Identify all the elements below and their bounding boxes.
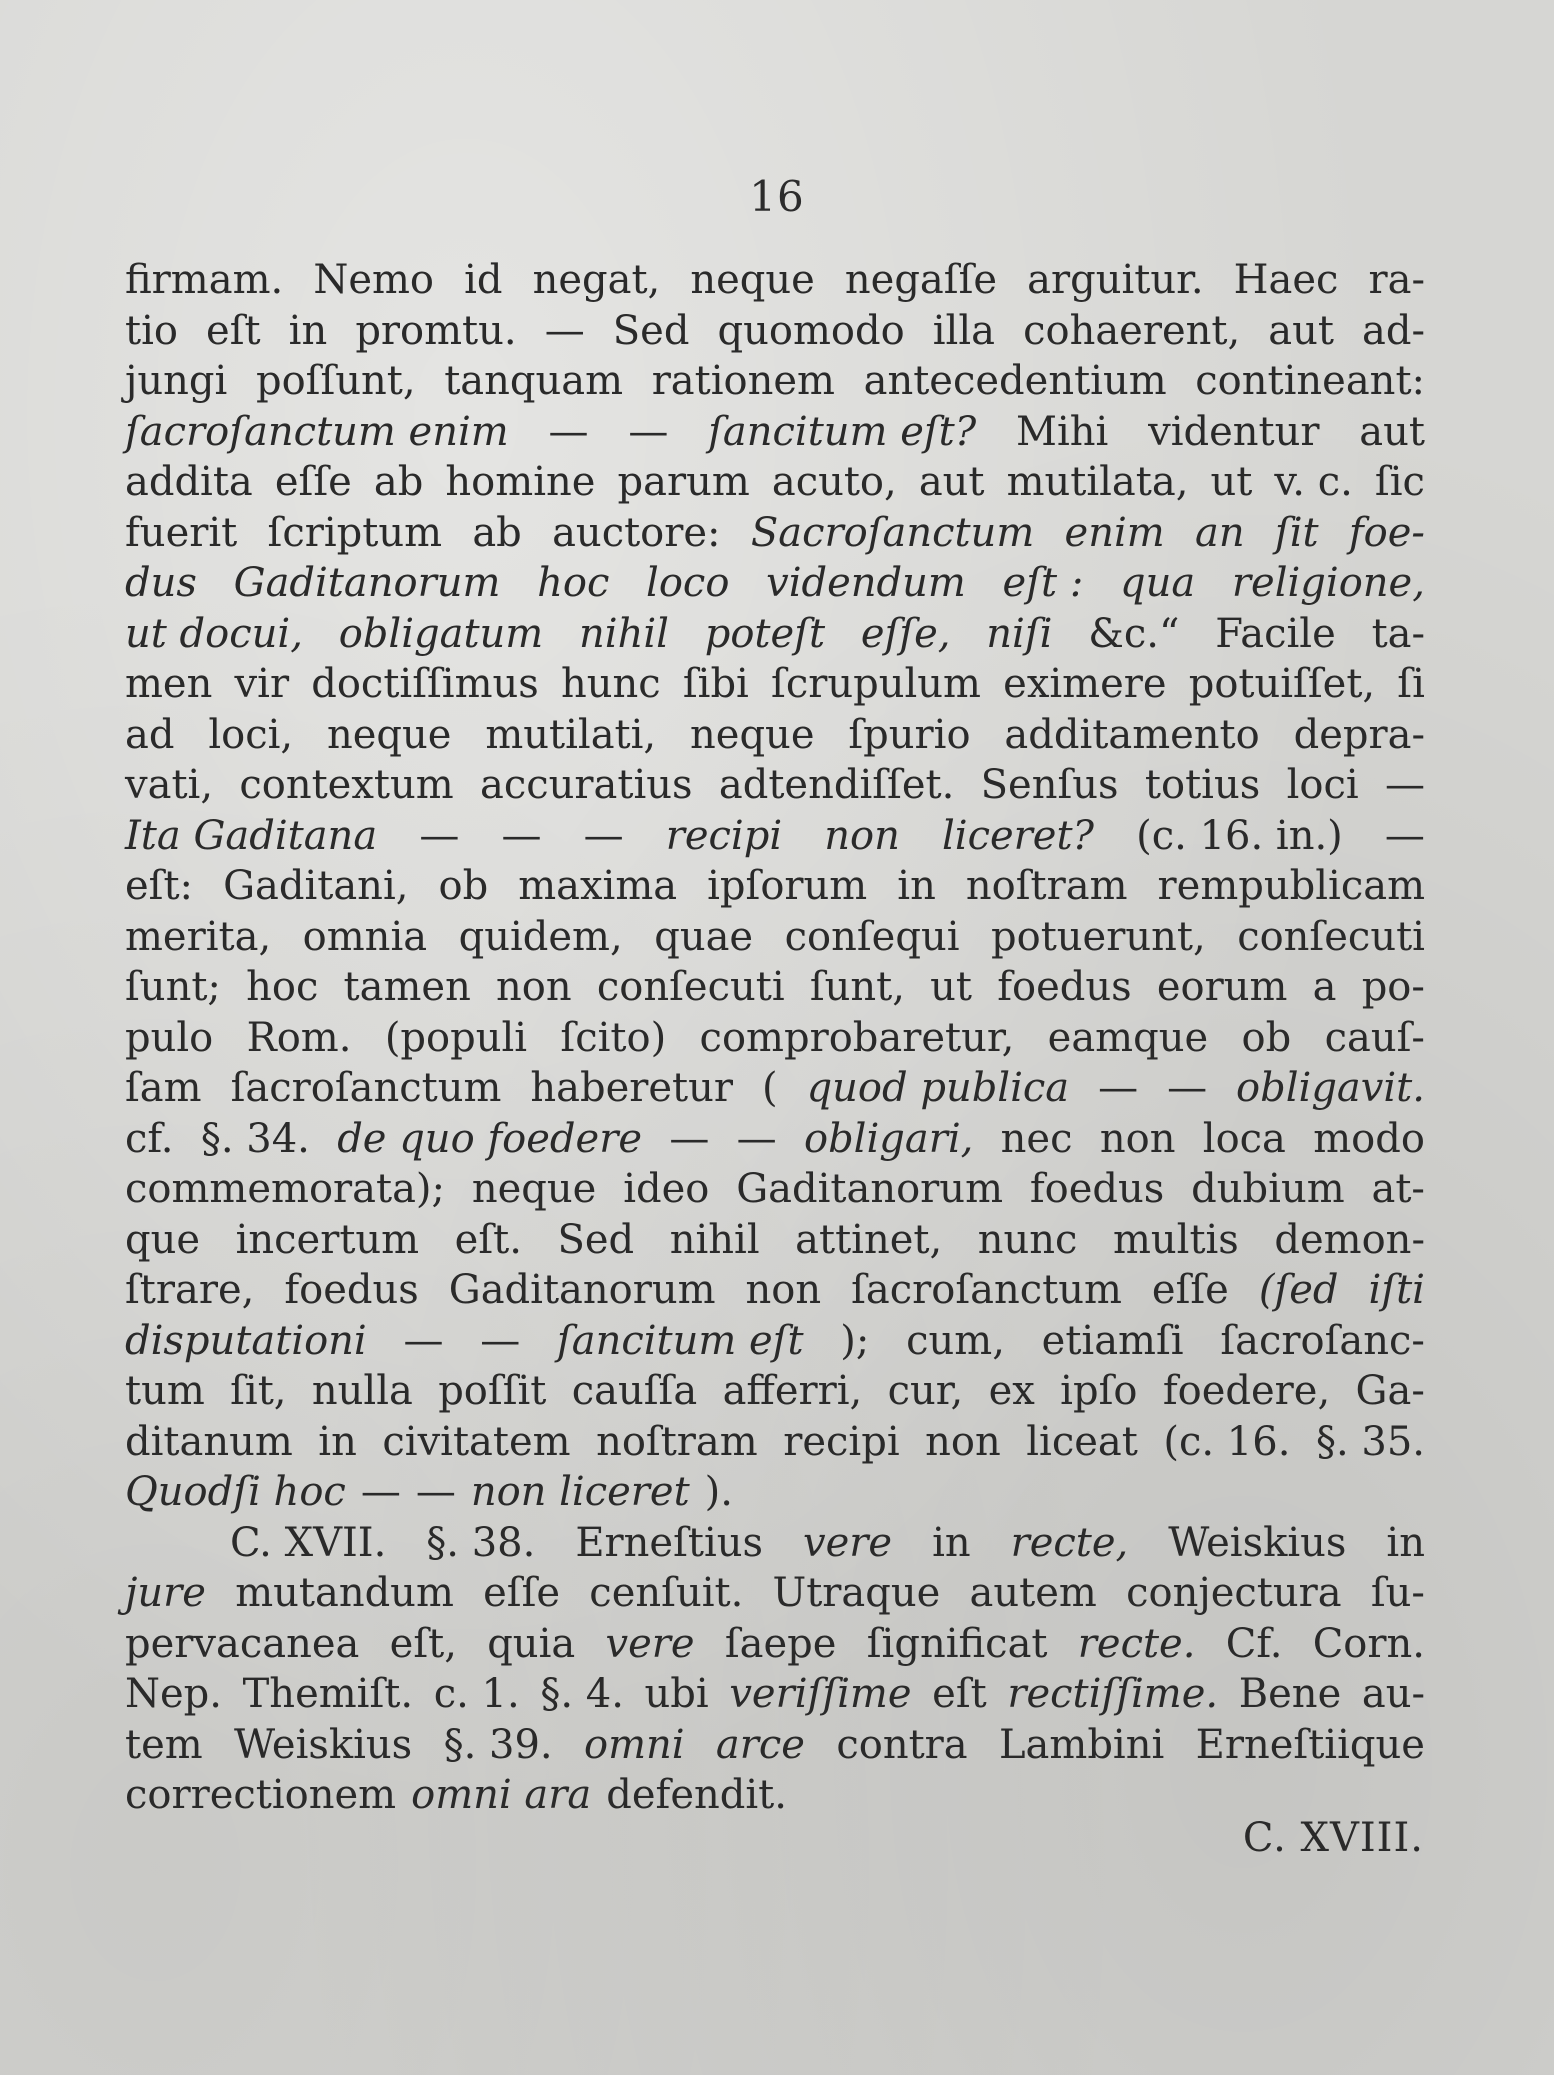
word: — — [1098, 1065, 1139, 1111]
word: commemorata); — [125, 1166, 445, 1212]
word: defendit. — [606, 1772, 787, 1818]
word: §. 4. — [540, 1671, 624, 1717]
word: loci, — [208, 711, 294, 758]
word: §. 38. — [426, 1519, 536, 1566]
word: — — [1384, 762, 1425, 808]
word: Nemo — [313, 257, 434, 303]
word: vir — [234, 661, 290, 707]
text-line — [125, 811, 1425, 862]
italic-word: niſi — [986, 610, 1053, 657]
text-line — [125, 1720, 1425, 1771]
word: — — [480, 1317, 521, 1364]
page-number: 16 — [749, 172, 805, 221]
word: acuto, — [771, 459, 897, 505]
word: nunc — [977, 1216, 1078, 1263]
word: poſſunt, — [255, 358, 416, 404]
word: arguitur. — [1027, 257, 1204, 303]
word: ſpurio — [848, 711, 971, 758]
word: potuerunt, — [991, 913, 1206, 960]
word: mutandum — [235, 1570, 454, 1616]
text-line — [125, 1518, 1425, 1569]
word: ipſo — [1060, 1368, 1138, 1414]
italic-word: recte, — [1010, 1519, 1129, 1566]
word: Senſus — [980, 762, 1119, 808]
italic-word: de quo foedere — [337, 1115, 642, 1162]
word: civitatem — [382, 1418, 571, 1465]
word: in — [1386, 1519, 1425, 1566]
text-line — [125, 1265, 1425, 1316]
word: Gaditanorum — [448, 1267, 716, 1313]
word: — — [501, 812, 542, 859]
word: ipſorum — [707, 863, 868, 909]
italic-word: Sacroſanctum — [750, 509, 1035, 556]
word: ſaepe — [724, 1620, 837, 1667]
word: quae — [654, 913, 754, 960]
text-line — [125, 962, 1425, 1013]
italic-word: ſacroſanctum enim — [125, 408, 509, 455]
word: non — [745, 1267, 822, 1313]
text-line — [125, 1215, 1425, 1266]
word: men — [125, 661, 213, 707]
text-line — [125, 760, 1425, 811]
word: haberetur — [530, 1065, 734, 1111]
italic-word: veriſſime — [729, 1671, 912, 1717]
word: foedus — [997, 964, 1132, 1010]
word: nec — [1000, 1115, 1073, 1162]
word: cur, — [887, 1368, 964, 1414]
italic-word: loco — [646, 560, 730, 606]
word: adtendiſſet. — [718, 762, 955, 808]
word: tanquam — [444, 358, 624, 404]
italic-word: dus — [125, 560, 197, 606]
word: Utraque — [772, 1570, 941, 1616]
word: — — [669, 1115, 710, 1162]
word: eſſe — [483, 1570, 561, 1616]
word: ſunt; — [125, 964, 221, 1010]
word: foedus — [284, 1267, 419, 1313]
italic-word: an — [1195, 509, 1245, 556]
word: potuiſſet, — [1188, 661, 1376, 707]
italic-word: Quodſi hoc — [125, 1469, 346, 1515]
word: aut — [1359, 408, 1425, 455]
word: pulo — [125, 1014, 214, 1061]
word: quomodo — [717, 307, 905, 354]
word: ). — [704, 1469, 733, 1515]
word: ob — [438, 863, 489, 909]
word: in — [932, 1519, 971, 1566]
word: ſic — [1374, 459, 1425, 505]
word: — — [415, 1469, 456, 1515]
italic-word: iſti — [1368, 1267, 1425, 1313]
italic-word: (ſed — [1258, 1267, 1339, 1313]
word: eſſe — [1151, 1267, 1229, 1313]
word: ut — [930, 964, 972, 1010]
word: Rom. — [246, 1014, 352, 1061]
word: negaſſe — [844, 257, 998, 303]
word: maxima — [518, 863, 678, 909]
word: Lambini — [998, 1721, 1165, 1768]
word: eſſe — [274, 459, 352, 505]
italic-word: hoc — [537, 560, 610, 606]
word: tamen — [343, 964, 471, 1010]
word: — — [544, 307, 585, 354]
text-line — [125, 457, 1425, 508]
word: Ga- — [1355, 1368, 1425, 1414]
word: rationem — [651, 358, 835, 404]
word: contextum — [239, 762, 454, 808]
italic-word: omni ara — [411, 1772, 592, 1818]
word: tum — [125, 1368, 205, 1414]
italic-word: eſſe, — [860, 610, 951, 657]
word: conſequi — [784, 913, 960, 960]
word: non — [496, 964, 572, 1010]
word: ( — [761, 1065, 778, 1111]
italic-word: Gaditanorum — [233, 560, 501, 606]
word: Erneſtius — [575, 1519, 764, 1566]
word: ta- — [1371, 610, 1425, 657]
italic-word: recte. — [1077, 1620, 1196, 1667]
word: Gaditanorum — [736, 1166, 1003, 1212]
word: — — [548, 408, 589, 455]
word: a — [1312, 964, 1337, 1010]
italic-word: omni — [583, 1721, 685, 1768]
word: loca — [1202, 1115, 1286, 1162]
word: ); — [840, 1317, 870, 1364]
word: &c.“ — [1088, 610, 1180, 657]
word: fuerit — [125, 509, 238, 556]
word: quidem, — [458, 913, 623, 960]
word: v. c. — [1274, 459, 1353, 505]
word: Haec — [1233, 257, 1339, 303]
word: ab — [373, 459, 424, 505]
italic-word: ut docui, — [125, 610, 303, 657]
word: quia — [487, 1620, 576, 1667]
word: Themiſt. — [242, 1671, 414, 1717]
word: au- — [1361, 1671, 1425, 1717]
italic-word: liceret? — [942, 812, 1094, 859]
word: eſt. — [454, 1216, 522, 1263]
text-line — [125, 1164, 1425, 1215]
word: liceat — [1026, 1418, 1138, 1465]
word: loci — [1286, 762, 1359, 808]
word: Mihi — [1016, 408, 1109, 455]
word: ſi — [1397, 661, 1425, 707]
text-line — [125, 558, 1425, 609]
word: Cf. — [1225, 1620, 1283, 1667]
word: ſu- — [1370, 1570, 1425, 1616]
word: hunc — [560, 661, 661, 707]
word: correctionem — [125, 1772, 397, 1818]
word: po- — [1361, 964, 1425, 1010]
word: ſam — [125, 1065, 202, 1111]
word: autem — [969, 1570, 1097, 1616]
word: at- — [1371, 1166, 1425, 1212]
word: — — [1384, 812, 1425, 859]
word: videntur — [1148, 408, 1320, 455]
text-line — [125, 1568, 1425, 1619]
italic-word: eſt : — [1002, 560, 1084, 606]
italic-word: non — [824, 812, 900, 859]
word: noſtram — [965, 863, 1128, 909]
word: depra- — [1293, 711, 1425, 758]
word: demon- — [1274, 1216, 1425, 1263]
text-line — [125, 912, 1425, 963]
text-line — [125, 1316, 1425, 1367]
word: modo — [1313, 1115, 1425, 1162]
word: c. 1. — [433, 1671, 520, 1717]
body-text — [125, 255, 1425, 1821]
italic-word: ſit — [1274, 509, 1319, 556]
text-line — [125, 609, 1425, 660]
word: cf. — [125, 1115, 174, 1162]
italic-word: rectiſſime. — [1007, 1671, 1219, 1717]
catchword: C. XVIII. — [1242, 1815, 1424, 1861]
word: additamento — [1004, 711, 1260, 758]
italic-word: qua — [1120, 560, 1196, 606]
word: eſt — [206, 307, 261, 354]
word: non — [925, 1418, 1001, 1465]
word: Corn. — [1312, 1620, 1425, 1667]
word: conſecuti — [1237, 913, 1425, 960]
word: ex — [988, 1368, 1035, 1414]
word: neque — [690, 257, 815, 303]
word: ſtrare, — [125, 1267, 255, 1313]
word: in — [897, 863, 936, 909]
word: poſſit — [438, 1368, 547, 1414]
word: ſit, — [230, 1368, 287, 1414]
word: recipi — [783, 1418, 900, 1465]
word: eamque — [1047, 1014, 1209, 1061]
text-line — [125, 508, 1425, 559]
word: foedere, — [1162, 1368, 1331, 1414]
word: ſacroſanc- — [1220, 1317, 1425, 1364]
text-line — [125, 861, 1425, 912]
word: in — [288, 307, 328, 354]
word: ut — [1210, 459, 1253, 505]
text-line — [125, 1619, 1425, 1670]
italic-word: vere — [605, 1620, 695, 1667]
word: attinet, — [795, 1216, 943, 1263]
text-line — [125, 1063, 1425, 1114]
text-line — [125, 1467, 1425, 1518]
word: foedus — [1029, 1166, 1165, 1212]
text-line — [125, 1669, 1425, 1720]
word: Weiskius — [234, 1721, 413, 1768]
word: ſignificat — [866, 1620, 1048, 1667]
text-line — [125, 407, 1425, 458]
word: hoc — [246, 964, 319, 1010]
word: contra — [836, 1721, 968, 1768]
word: merita, — [125, 913, 272, 960]
word: cenſuit. — [589, 1570, 744, 1616]
word: neque — [690, 711, 815, 758]
word: — — [583, 812, 624, 859]
word: noſtram — [596, 1418, 758, 1465]
italic-word: ſancitum eſt — [556, 1317, 804, 1364]
word: Facile — [1215, 610, 1336, 657]
word: ideo — [623, 1166, 710, 1212]
word: C. XVII. — [230, 1519, 387, 1566]
word: ditanum — [125, 1418, 293, 1465]
word: pervacanea — [125, 1620, 360, 1667]
text-line — [125, 255, 1425, 306]
text-line — [125, 1013, 1425, 1064]
word: (populi — [384, 1014, 528, 1061]
word: — — [628, 408, 669, 455]
italic-word: obligari, — [803, 1115, 974, 1162]
word: mutilata, — [1006, 459, 1189, 505]
text-line — [125, 1366, 1425, 1417]
word: non — [1099, 1115, 1176, 1162]
word: etiamſi — [1041, 1317, 1184, 1364]
word: eſt — [932, 1671, 987, 1717]
word: aut — [918, 459, 985, 505]
italic-word: ſancitum eſt? — [708, 408, 977, 455]
text-line — [125, 356, 1425, 407]
word: afferri, — [722, 1368, 863, 1414]
word: dubium — [1191, 1166, 1345, 1212]
italic-word: obligatum — [338, 610, 544, 657]
word: que — [125, 1216, 201, 1263]
word: eximere — [1003, 661, 1167, 707]
italic-word: recipi — [665, 812, 783, 859]
word: ſcriptum — [267, 509, 443, 556]
text-line — [125, 1114, 1425, 1165]
italic-word: arce — [715, 1721, 805, 1768]
word: ubi — [644, 1671, 709, 1717]
word: neque — [471, 1166, 597, 1212]
word: conſecuti — [596, 964, 785, 1010]
word: cohaerent, — [1023, 307, 1241, 354]
italic-word: vere — [803, 1519, 893, 1566]
text-line — [125, 1770, 1425, 1821]
word: ſcrupulum — [771, 661, 981, 707]
word: promtu. — [355, 307, 517, 354]
word: ad- — [1362, 307, 1425, 354]
word: ra- — [1368, 257, 1425, 303]
word: Weiskius — [1168, 1519, 1347, 1566]
word: §. 34. — [200, 1115, 310, 1162]
word: omnia — [302, 913, 428, 960]
word: Nep. — [125, 1671, 222, 1717]
italic-word: videndum — [766, 560, 966, 606]
word: accuratius — [480, 762, 693, 808]
word: ſacroſanctum — [851, 1267, 1122, 1313]
word: id — [464, 257, 503, 303]
word: Bene — [1238, 1671, 1342, 1717]
word: tio — [125, 307, 178, 354]
word: firmam. — [125, 257, 284, 303]
word: aut — [1268, 307, 1334, 354]
word: Sed — [557, 1216, 635, 1263]
italic-word: disputationi — [125, 1317, 367, 1364]
word: mutilati, — [485, 711, 657, 758]
word: Erneſtiique — [1195, 1721, 1425, 1768]
word: incertum — [235, 1216, 420, 1263]
word: — — [419, 812, 460, 859]
word: ab — [472, 509, 522, 556]
word: §. 35. — [1315, 1418, 1425, 1465]
italic-word: nihil — [579, 610, 669, 657]
word: totius — [1144, 762, 1261, 808]
word: vati, — [125, 762, 214, 808]
word: comprobaretur, — [699, 1014, 1015, 1061]
word: multis — [1112, 1216, 1239, 1263]
italic-word: foe- — [1348, 509, 1425, 556]
word: ſcito) — [560, 1014, 667, 1061]
word: cauſſa — [571, 1368, 698, 1414]
word: contineant: — [1195, 358, 1425, 404]
word: Gaditani, — [223, 863, 409, 909]
word: homine — [445, 459, 596, 505]
italic-word: enim — [1064, 509, 1165, 556]
word: neque — [327, 711, 452, 758]
italic-word: Ita Gaditana — [125, 812, 378, 859]
italic-word: quod publica — [806, 1065, 1070, 1111]
word: illa — [932, 307, 995, 354]
word: (c. 16. in.) — [1136, 812, 1343, 859]
word: rempublicam — [1157, 863, 1425, 909]
word: Sed — [612, 307, 690, 354]
word: — — [1167, 1065, 1208, 1111]
word: eorum — [1156, 964, 1288, 1010]
word: antecedentium — [863, 358, 1167, 404]
text-line — [125, 659, 1425, 710]
word: — — [736, 1115, 777, 1162]
word: ſibi — [682, 661, 749, 707]
word: jungi — [125, 358, 228, 404]
word: ſacroſanctum — [230, 1065, 502, 1111]
word: nulla — [311, 1368, 413, 1414]
word: eſt, — [389, 1620, 457, 1667]
text-line — [125, 306, 1425, 357]
word: nihil — [669, 1216, 760, 1263]
word: — — [360, 1469, 401, 1515]
word: — — [403, 1317, 444, 1364]
word: eſt: — [125, 863, 194, 909]
word: cauſ- — [1324, 1014, 1425, 1061]
word: negat, — [532, 257, 661, 303]
word: §. 39. — [443, 1721, 553, 1768]
text-line — [125, 710, 1425, 761]
word: auctore: — [552, 509, 721, 556]
text-line — [125, 1417, 1425, 1468]
word: (c. 16. — [1163, 1418, 1291, 1465]
italic-word: obligavit. — [1236, 1065, 1425, 1111]
word: addita — [125, 459, 253, 505]
word: doctiſſimus — [311, 661, 539, 707]
word: ob — [1241, 1014, 1292, 1061]
word: conjectura — [1126, 1570, 1342, 1616]
italic-word: non liceret — [470, 1469, 690, 1515]
italic-word: jure — [125, 1570, 206, 1616]
word: parum — [617, 459, 750, 505]
italic-word: poteſt — [704, 610, 826, 657]
word: ſunt, — [809, 964, 905, 1010]
word: ad — [125, 711, 175, 758]
word: in — [318, 1418, 357, 1465]
italic-word: religione, — [1231, 560, 1425, 606]
word: cum, — [906, 1317, 1005, 1364]
word: tem — [125, 1721, 203, 1768]
